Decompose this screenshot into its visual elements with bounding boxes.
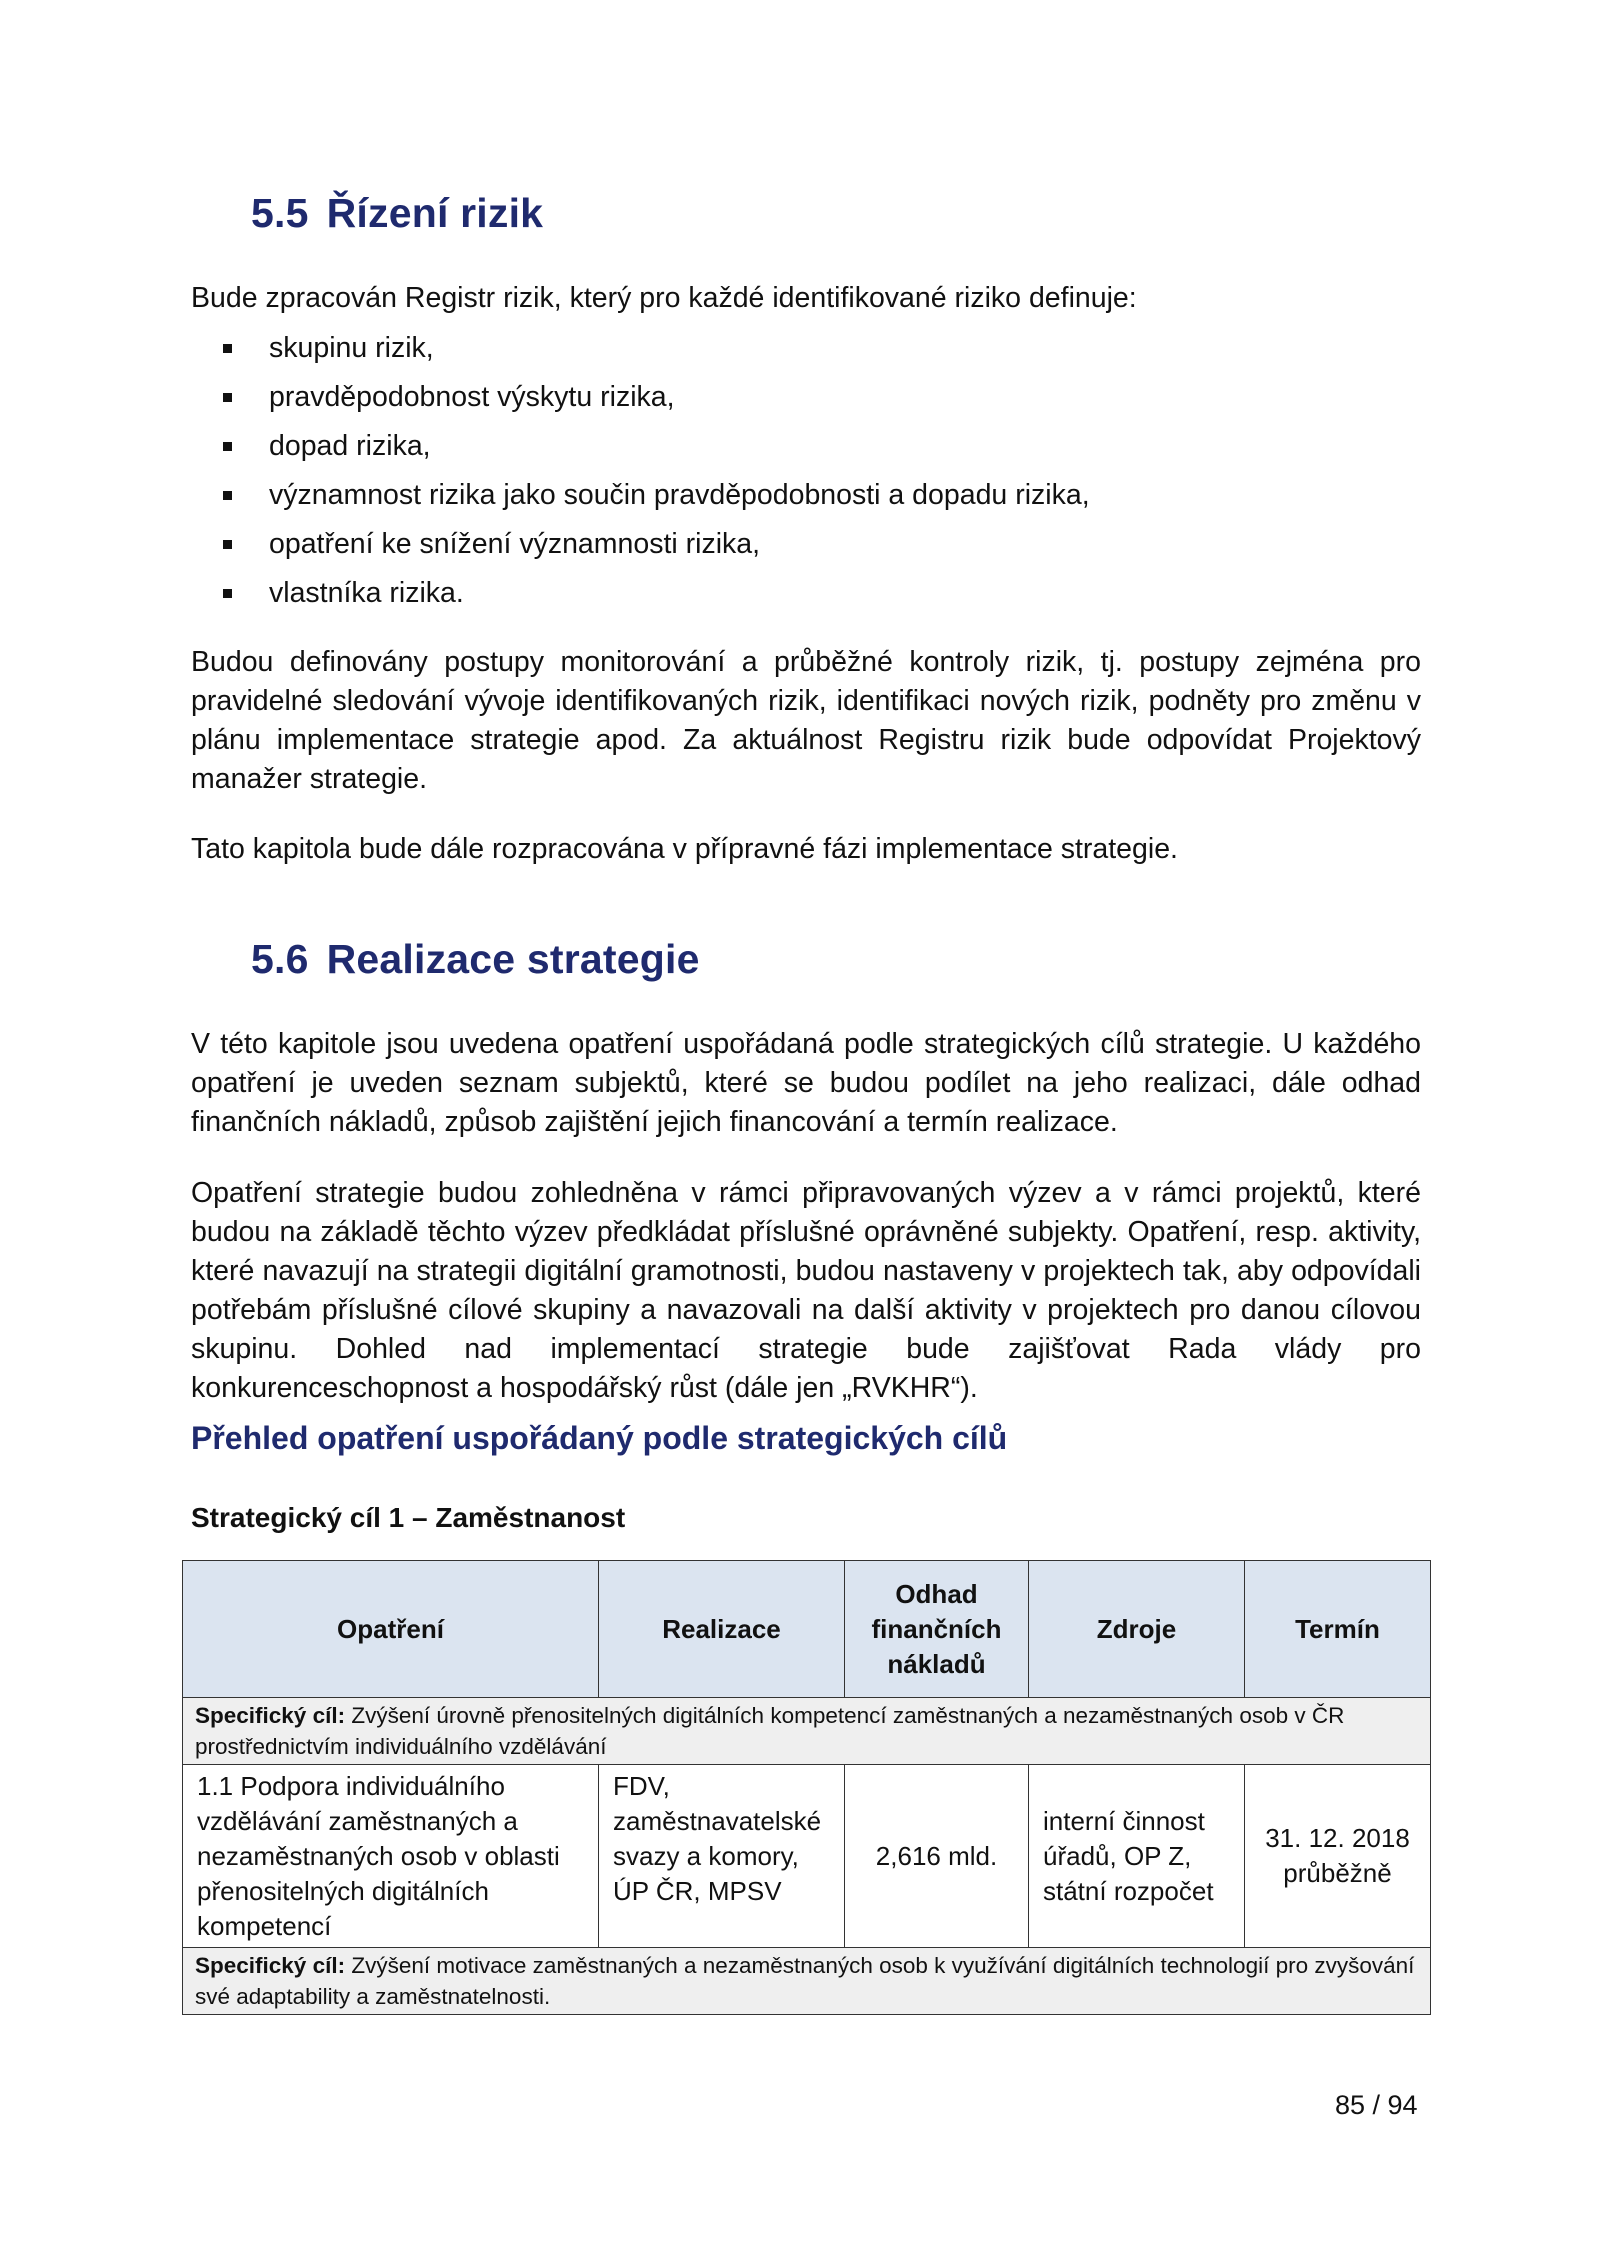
risk-bullet-list bbox=[191, 328, 1090, 622]
list-item: pravděpodobnost výskytu rizika, bbox=[191, 377, 1090, 426]
risk-note-paragraph: Tato kapitola bude dále rozpracována v přípravné fázi implementace strategie. bbox=[191, 833, 1178, 865]
bullet-square-icon bbox=[223, 540, 232, 549]
list-item: opatření ke snížení významnosti rizika, bbox=[191, 524, 1090, 573]
section-title: Řízení rizik bbox=[326, 190, 544, 236]
measures-table bbox=[182, 1560, 1431, 2015]
section-heading-5-6 bbox=[251, 936, 700, 983]
specific-goal-label: Specifický cíl: bbox=[195, 1953, 346, 1978]
bullet-square-icon bbox=[223, 442, 232, 451]
bullet-square-icon bbox=[223, 491, 232, 500]
page-number: 85 / 94 bbox=[1335, 2090, 1418, 2120]
overview-heading: Přehled opatření uspořádaný podle strategických cílů bbox=[191, 1420, 1008, 1456]
specific-goal-label: Specifický cíl: bbox=[195, 1703, 346, 1728]
section-heading-5-5 bbox=[251, 190, 543, 237]
realization-paragraph-2: Opatření strategie budou zohledněna v rámci připravovaných výzev a v rámci projektů, které budou na základě těchto výzev předkládat příslušné oprávněné subjekty. Opatření, resp. aktivity, které navazují na strategii digitální gramotnosti, budou nastaveny v projektech tak, aby odpovídali potřebám příslušné cílové skupiny a navazovali na další aktivity v projektech pro danou cílovou skupinu. Dohled nad implementací strategie bude zajišťovat Rada vlády pro konkurenceschopnost a hospodářský růst (dále jen „RVKHR“). bbox=[191, 1177, 1421, 1404]
column-header-deadline: Termín bbox=[1245, 1561, 1431, 1698]
cell-sources: interní činnost úřadů, OP Z, státní rozpočet bbox=[1029, 1765, 1245, 1948]
section-number: 5.6 bbox=[251, 936, 309, 982]
bullet-square-icon bbox=[223, 344, 232, 353]
bullet-square-icon bbox=[223, 589, 232, 598]
specific-goal-text: Zvýšení úrovně přenositelných digitálních kompetencí zaměstnaných a nezaměstnaných osob v ČR prostřednictvím individuálního vzdělávání bbox=[195, 1703, 1345, 1759]
cell-deadline: 31. 12. 2018 průběžně bbox=[1245, 1765, 1431, 1948]
table-row bbox=[183, 1765, 1431, 1948]
cell-realization: FDV, zaměstnavatelské svazy a komory, ÚP ČR, MPSV bbox=[599, 1765, 845, 1948]
realization-paragraph-1: V této kapitole jsou uvedena opatření uspořádaná podle strategických cílů strategie. U každého opatření je uveden seznam subjektů, které se budou podílet na jeho realizaci, dále odhad finančních nákladů, způsob zajištění jejich financování a termín realizace. bbox=[191, 1028, 1421, 1138]
column-header-cost: Odhad finančních nákladů bbox=[845, 1561, 1029, 1698]
list-item: skupinu rizik, bbox=[191, 328, 1090, 377]
risk-monitoring-paragraph: Budou definovány postupy monitorování a průběžné kontroly rizik, tj. postupy zejména pro pravidelné sledování vývoje identifikovaných rizik, identifikaci nových rizik, podněty pro změnu v plánu implementace strategie apod. Za aktuálnost Registru rizik bude odpovídat Projektový manažer strategie. bbox=[191, 646, 1421, 795]
column-header-sources: Zdroje bbox=[1029, 1561, 1245, 1698]
specific-goal-row bbox=[183, 1698, 1431, 1765]
cell-cost: 2,616 mld. bbox=[845, 1765, 1029, 1948]
strategic-goal-heading: Strategický cíl 1 – Zaměstnanost bbox=[191, 1502, 626, 1533]
specific-goal-row bbox=[183, 1948, 1431, 2015]
section-number: 5.5 bbox=[251, 190, 309, 236]
list-item: významnost rizika jako součin pravděpodobnosti a dopadu rizika, bbox=[191, 475, 1090, 524]
risk-intro-paragraph: Bude zpracován Registr rizik, který pro každé identifikované riziko definuje: bbox=[191, 282, 1137, 314]
list-item: vlastníka rizika. bbox=[191, 573, 1090, 622]
bullet-square-icon bbox=[223, 393, 232, 402]
list-item: dopad rizika, bbox=[191, 426, 1090, 475]
column-header-measure: Opatření bbox=[183, 1561, 599, 1698]
section-title: Realizace strategie bbox=[326, 936, 700, 982]
specific-goal-text: Zvýšení motivace zaměstnaných a nezaměstnaných osob k využívání digitálních technologií pro zvyšování své adaptability a zaměstnatelnosti. bbox=[195, 1953, 1415, 2009]
table-header-row bbox=[183, 1561, 1431, 1698]
cell-measure: 1.1 Podpora individuálního vzdělávání zaměstnaných a nezaměstnaných osob v oblasti přenositelných digitálních kompetencí bbox=[183, 1765, 599, 1948]
column-header-realization: Realizace bbox=[599, 1561, 845, 1698]
